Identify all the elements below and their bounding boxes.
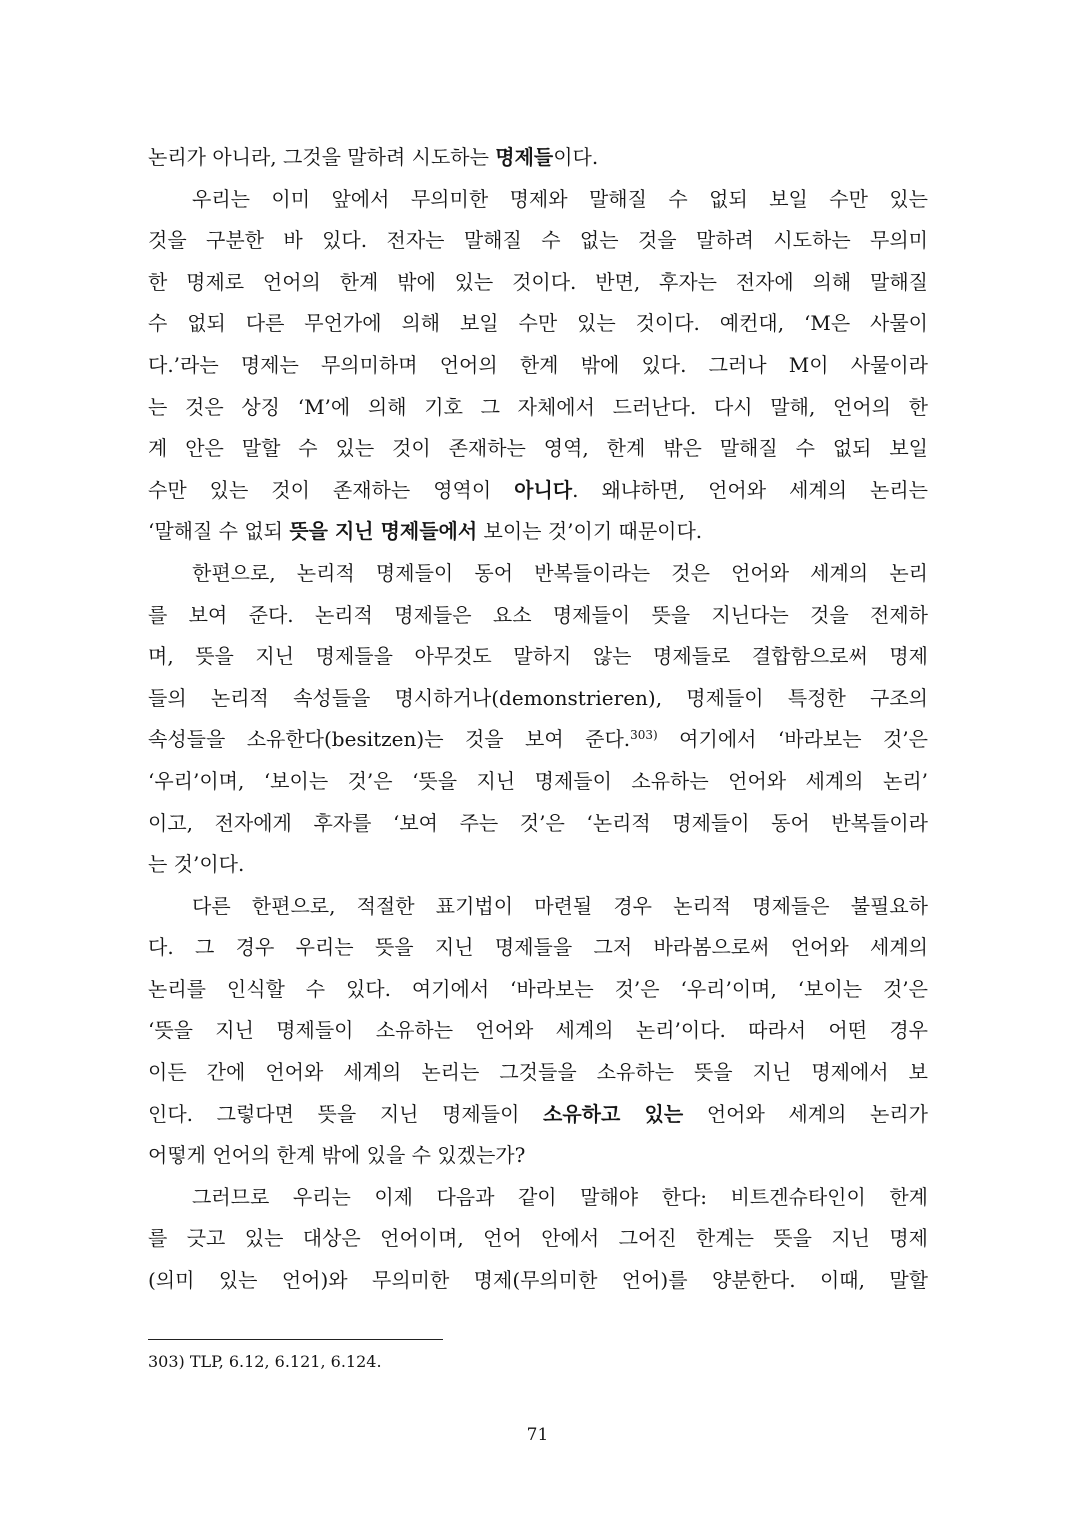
- emphasis-text: 뜻을 지닌 명제들에서: [289, 519, 478, 544]
- footnote-303: 303) TLP, 6.12, 6.121, 6.124.: [148, 1352, 382, 1371]
- text-segment: 이다.: [553, 145, 599, 169]
- paragraph: [148, 886, 928, 1177]
- text-line: [148, 719, 928, 761]
- paragraph-continued: [148, 137, 928, 179]
- text-line: [148, 137, 928, 179]
- text-segment: 한편으로, 논리적 명제들이 동어 반복들이라는 것은 언어와 세계의 논리: [192, 560, 928, 585]
- text-segment: 수만 있는 것이 존재하는 영역이: [148, 477, 515, 502]
- text-segment: 이든 간에 언어와 세계의 논리는 그것들을 소유하는 뜻을 지닌 명제에서 보: [148, 1060, 928, 1085]
- text-line: [148, 387, 928, 429]
- text-line: [148, 1010, 928, 1052]
- text-segment: . 왜냐하면, 언어와 세계의 논리는: [572, 477, 928, 502]
- text-line: [148, 1094, 928, 1136]
- text-line: [148, 595, 928, 637]
- text-segment: 들의 논리적 속성들을 명시하거나(demonstrieren), 명제들이 특정한 구조의: [148, 685, 928, 710]
- text-line: [148, 345, 928, 387]
- text-segment: 여기에서 ‘바라보는 것’은: [657, 727, 928, 752]
- text-line: [148, 969, 928, 1011]
- text-line: [148, 844, 928, 886]
- paragraph: [148, 553, 928, 886]
- text-line: [148, 678, 928, 720]
- text-line: [148, 511, 928, 553]
- text-segment: 수 없되 다른 무언가에 의해 보일 수만 있는 것이다. 예컨대, ‘M은 사물이: [148, 311, 928, 336]
- text-segment: ‘우리’이며, ‘보이는 것’은 ‘뜻을 지닌 명제들이 소유하는 언어와 세계의 논리’: [148, 768, 928, 793]
- text-segment: 인다. 그렇다면 뜻을 지닌 명제들이: [148, 1101, 544, 1126]
- text-line: [148, 803, 928, 845]
- text-segment: 어떻게 언어의 한계 밖에 있을 수 있겠는가?: [148, 1143, 526, 1168]
- text-line: [148, 428, 928, 470]
- text-segment: 이고, 전자에게 후자를 ‘보여 주는 것’은 ‘논리적 명제들이 동어 반복들이라: [148, 810, 928, 835]
- footnote-divider: [148, 1339, 443, 1340]
- text-segment: 언어와 세계의 논리가: [683, 1101, 928, 1126]
- text-line: [148, 220, 928, 262]
- text-segment: 한 명제로 언어의 한계 밖에 있는 것이다. 반면, 후자는 전자에 의해 말해질: [148, 269, 928, 294]
- text-segment: 우리는 이미 앞에서 무의미한 명제와 말해질 수 없되 보일 수만 있는: [192, 186, 928, 211]
- text-segment: 보이는 것’이기 때문이다.: [477, 519, 703, 544]
- text-segment: 다.’라는 명제는 무의미하며 언어의 한계 밖에 있다. 그러나 M이 사물이라: [148, 352, 928, 377]
- text-line: [148, 470, 928, 512]
- text-segment: 를 긋고 있는 대상은 언어이며, 언어 안에서 그어진 한계는 뜻을 지닌 명제: [148, 1226, 928, 1251]
- text-segment: 를 보여 준다. 논리적 명제들은 요소 명제들이 뜻을 지닌다는 것을 전제하: [148, 602, 928, 627]
- text-segment: 계 안은 말할 수 있는 것이 존재하는 영역, 한계 밖은 말해질 수 없되 보일: [148, 436, 928, 461]
- text-segment: 논리를 인식할 수 있다. 여기에서 ‘바라보는 것’은 ‘우리’이며, ‘보이는 것’은: [148, 976, 928, 1001]
- text-line: [148, 927, 928, 969]
- text-segment: ‘뜻을 지닌 명제들이 소유하는 언어와 세계의 논리’이다. 따라서 어떤 경우: [148, 1018, 928, 1043]
- footnote-reference: 303): [630, 728, 658, 743]
- text-line: [148, 1135, 928, 1177]
- body-text: [148, 137, 928, 1302]
- emphasis-text: 아니다: [514, 477, 573, 502]
- text-segment: (의미 있는 언어)와 무의미한 명제(무의미한 언어)를 양분한다. 이때, 말할: [148, 1268, 928, 1293]
- text-segment: 다. 그 경우 우리는 뜻을 지닌 명제들을 그저 바라봄으로써 언어와 세계의: [148, 935, 928, 960]
- emphasis-text: 명제들: [495, 145, 554, 169]
- text-line: [148, 553, 928, 595]
- text-segment: 것을 구분한 바 있다. 전자는 말해질 수 없는 것을 말하려 시도하는 무의미: [148, 228, 928, 253]
- text-line: [148, 262, 928, 304]
- text-line: [148, 886, 928, 928]
- text-segment: 다른 한편으로, 적절한 표기법이 마련될 경우 논리적 명제들은 불필요하: [192, 893, 928, 918]
- text-line: [148, 636, 928, 678]
- text-line: [148, 303, 928, 345]
- text-segment: 는 것은 상징 ‘M’에 의해 기호 그 자체에서 드러난다. 다시 말해, 언어의 한: [148, 394, 928, 419]
- paragraph: [148, 179, 928, 553]
- text-segment: 논리가 아니라, 그것을 말하려 시도하는: [148, 145, 496, 169]
- text-segment: 속성들을 소유한다(besitzen)는 것을 보여 준다.: [148, 727, 631, 752]
- page-number: 71: [526, 1425, 549, 1445]
- paragraph-continues-next-page: [148, 1177, 928, 1302]
- text-line: [148, 1177, 928, 1219]
- text-segment: ‘말해질 수 없되: [148, 519, 290, 544]
- text-segment: 그러므로 우리는 이제 다음과 같이 말해야 한다: 비트겐슈타인이 한계: [192, 1184, 928, 1209]
- text-line: [148, 179, 928, 221]
- emphasis-text: 소유하고 있는: [543, 1101, 684, 1126]
- text-segment: 는 것’이다.: [148, 852, 245, 877]
- text-line: [148, 761, 928, 803]
- text-line: [148, 1260, 928, 1302]
- text-line: [148, 1052, 928, 1094]
- text-line: [148, 1218, 928, 1260]
- text-segment: 며, 뜻을 지닌 명제들을 아무것도 말하지 않는 명제들로 결합함으로써 명제: [148, 644, 928, 669]
